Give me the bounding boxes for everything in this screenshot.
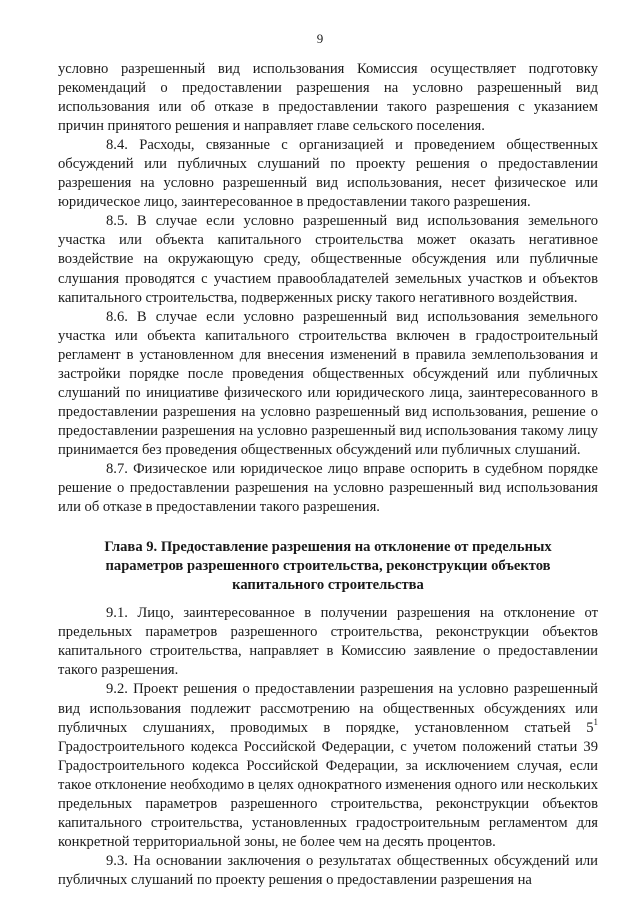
paragraph-8-5: 8.5. В случае если условно разрешенный вид использования земельного участка или объекта капитального строительства может оказать негативное воздействие на окружающую среду, общественные обсуждения или публичные слушания проводятся с участием правообладателей земельных участков и объектов капитального строительства, подверженных риску такого негативного воздействия.: [58, 213, 598, 306]
paragraph-8-4: 8.4. Расходы, связанные с организацией и проведением общественных обсуждений или публичных слушаний по проекту решения о предоставлении разрешения на условно разрешенный вид использования, несет физическое или юридическое лицо, заинтересованное в предоставлении такого разрешения.: [58, 137, 598, 211]
paragraph-9-2-text-end: Градостроительного кодекса Российской Федерации, с учетом положений статьи 39 Градостроительного кодекса Российской Федерации, за исключением случая, если такое отклонение необходимо в целях однократного изменения одного или нескольких предельных параметров разрешенного строительства, реконструкции объектов капитального строительства, установленных градостроительным регламентом для конкретной территориальной зоны, не более чем на десять процентов.: [58, 738, 598, 850]
paragraph-9-2-text-start: 9.2. Проект решения о предоставлении разрешения на условно разрешенный вид использования подлежит рассмотрению на общественных обсуждениях или публичных слушаниях, проводимых в порядке, установленном статьей 5: [58, 681, 598, 736]
chapter-heading-line-2: параметров разрешенного строительства, реконструкции объектов: [105, 558, 551, 575]
chapter-heading: [58, 538, 598, 595]
paragraph-8-6: 8.6. В случае если условно разрешенный вид использования земельного участка или объекта капитального строительства включен в градостроительный регламент в установленном для внесения изменений в правила землепользования и застройки порядке после проведения общественных обсуждений или публичных слушаний по инициативе физического или юридического лица, заинтересованного в предоставлении разрешения на условно разрешенный вид использования, решение о предоставлении разрешения на условно разрешенный вид использования такому лицу принимается без проведения общественных обсуждений или публичных слушаний.: [58, 308, 598, 458]
paragraph-9-1: 9.1. Лицо, заинтересованное в получении разрешения на отклонение от предельных параметров разрешенного строительства, реконструкции объектов капитального строительства, направляет в Комиссию заявление о предоставлении такого разрешения.: [58, 605, 598, 679]
paragraph-8-7: 8.7. Физическое или юридическое лицо вправе оспорить в судебном порядке решение о предоставлении разрешения на условно разрешенный вид использования или об отказе в предоставлении такого разрешения.: [58, 460, 598, 516]
article-superscript: 1: [593, 716, 598, 727]
document-body: [58, 60, 598, 890]
paragraph-9-2: [58, 680, 598, 851]
page-number: 9: [316, 31, 324, 46]
paragraph-9-3: 9.3. На основании заключения о результатах общественных обсуждений или публичных слушаний по проекту решения о предоставлении разрешения на: [58, 852, 598, 888]
chapter-heading-line-3: капитального строительства: [232, 577, 424, 594]
paragraph-continued: условно разрешенный вид использования Комиссия осуществляет подготовку рекомендаций о предоставлении разрешения на условно разрешенный вид использования или об отказе в предоставлении такого разрешения с указанием причин принятого решения и направляет главе сельского поселения.: [58, 61, 598, 135]
chapter-heading-line-1: Глава 9. Предоставление разрешения на отклонение от предельных: [104, 539, 552, 556]
